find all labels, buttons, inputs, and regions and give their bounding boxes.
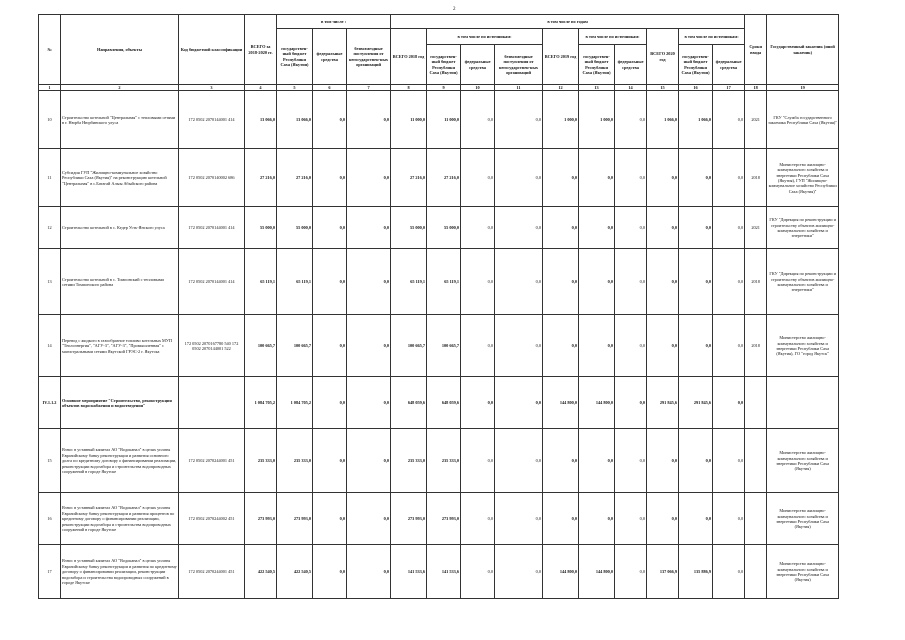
cell-name: Взнос в уставный капитал АО "Водоканал" в целях уплаты Евразийскому банку реконструкции и развития по кредитному договору о финансировании реализации, реконструкции водозабора и строительства водопроводных сооружений в городе Якутске: [61, 545, 179, 599]
cell-f20: 0,0: [713, 315, 745, 377]
cell-no: 10: [39, 91, 61, 149]
cell-f18: 0,0: [461, 149, 495, 207]
cell-customer: Министерство жилищно-коммунального хозяйства и энергетики Республики Саха (Якутия): [767, 493, 839, 545]
index-cell: 6: [313, 85, 347, 91]
cell-f19: 0,0: [615, 377, 647, 429]
header-2019-fed: федеральные средства: [615, 45, 647, 85]
cell-g19: 0,0: [579, 315, 615, 377]
cell-total: 65 119,1: [245, 249, 277, 315]
cell-no: 11: [39, 149, 61, 207]
cell-t20: 137 066,9: [647, 545, 679, 599]
header-group-by-year: в том числе по годам: [391, 15, 745, 29]
cell-nb: 0,0: [347, 377, 391, 429]
cell-g19: 1 000,0: [579, 91, 615, 149]
cell-code: 172 0502 2070144001 414: [179, 249, 245, 315]
cell-no: 14: [39, 315, 61, 377]
cell-total: 273 993,0: [245, 493, 277, 545]
cell-g20: 1 066,0: [679, 91, 713, 149]
index-cell: 3: [179, 85, 245, 91]
cell-t19: 0,0: [543, 207, 579, 249]
index-cell: 4: [245, 85, 277, 91]
header-2018-nonbudget: безвозмездные поступления от негосударствен-ных организаций: [495, 45, 543, 85]
table-row: [39, 207, 839, 249]
cell-f20: 0,0: [713, 545, 745, 599]
cell-customer: Министерство жилищно-коммунального хозяйства и энергетики Республики Саха (Якутия), ГУП "Жилищно-коммунальное хозяйство Республики Саха (Якутия)": [767, 149, 839, 207]
header-no: №: [39, 15, 61, 85]
cell-t19: 1 000,0: [543, 91, 579, 149]
cell-f18: 0,0: [461, 207, 495, 249]
header-2018-gov: государствен-ный бюджет Республики Саха (Якутия): [427, 45, 461, 85]
cell-g18: 648 059,6: [427, 377, 461, 429]
cell-customer: Министерство жилищно-коммунального хозяйства и энергетики Республики Саха (Якутия): [767, 429, 839, 493]
index-cell: 7: [347, 85, 391, 91]
cell-g19: 144 800,0: [579, 545, 615, 599]
cell-fed: 0,0: [313, 249, 347, 315]
cell-t20: 0,0: [647, 249, 679, 315]
cell-f18: 0,0: [461, 545, 495, 599]
cell-code: 172 0502 2070244002 451: [179, 493, 245, 545]
cell-f19: 0,0: [615, 249, 647, 315]
index-cell: 1: [39, 85, 61, 91]
cell-total: 27 216,0: [245, 149, 277, 207]
cell-deadline: 2021: [745, 91, 767, 149]
index-cell: 18: [745, 85, 767, 91]
header-total-2018: ВСЕГО 2018 год: [391, 29, 427, 85]
cell-f18: 0,0: [461, 429, 495, 493]
cell-fed: 0,0: [313, 429, 347, 493]
cell-f19: 0,0: [615, 493, 647, 545]
cell-nb: 0,0: [347, 249, 391, 315]
cell-t18: 648 059,6: [391, 377, 427, 429]
index-cell: 15: [647, 85, 679, 91]
cell-g19: 0,0: [579, 149, 615, 207]
table-row: [39, 91, 839, 149]
table-body: [39, 91, 839, 599]
header-2019-gov: государствен-ный бюджет Республики Саха (Якутия): [579, 45, 615, 85]
cell-t20: 0,0: [647, 207, 679, 249]
header-incl-2019: в том числе по источникам:: [579, 29, 647, 45]
cell-total: 55 000,0: [245, 207, 277, 249]
cell-f20: 0,0: [713, 249, 745, 315]
cell-f20: 0,0: [713, 149, 745, 207]
cell-t19: 0,0: [543, 315, 579, 377]
header-2020-gov: государствен-ный бюджет Республики Саха (Якутия): [679, 45, 713, 85]
cell-f20: 0,0: [713, 91, 745, 149]
cell-gov: 273 993,0: [277, 493, 313, 545]
cell-no: 17: [39, 545, 61, 599]
cell-deadline: [745, 493, 767, 545]
cell-f19: 0,0: [615, 429, 647, 493]
table-row: [39, 377, 839, 429]
cell-f18: 0,0: [461, 377, 495, 429]
cell-fed: 0,0: [313, 493, 347, 545]
header-2018-fed: федеральные средства: [461, 45, 495, 85]
cell-no: IV.1.1.2: [39, 377, 61, 429]
table-row: [39, 493, 839, 545]
cell-n18: 0,0: [495, 429, 543, 493]
cell-t18: 65 119,1: [391, 249, 427, 315]
cell-fed: 0,0: [313, 207, 347, 249]
cell-fed: 0,0: [313, 377, 347, 429]
cell-n18: 0,0: [495, 249, 543, 315]
cell-g18: 55 000,0: [427, 207, 461, 249]
cell-gov: 13 066,0: [277, 91, 313, 149]
cell-t18: 273 993,0: [391, 493, 427, 545]
cell-total: 13 066,0: [245, 91, 277, 149]
index-cell: 11: [495, 85, 543, 91]
cell-no: 13: [39, 249, 61, 315]
cell-g18: 65 119,1: [427, 249, 461, 315]
cell-f19: 0,0: [615, 149, 647, 207]
cell-nb: 0,0: [347, 207, 391, 249]
cell-fed: 0,0: [313, 545, 347, 599]
cell-g18: 27 216,0: [427, 149, 461, 207]
header-incl-2018: в том числе по источникам:: [427, 29, 543, 45]
table-row: [39, 545, 839, 599]
table-row: [39, 249, 839, 315]
cell-f19: 0,0: [615, 91, 647, 149]
header-group-incl: в том числе :: [277, 15, 391, 29]
cell-total: 1 084 705,2: [245, 377, 277, 429]
cell-g20: 0,0: [679, 207, 713, 249]
cell-customer: ГКУ "Дирекция по реконструкции и строительству объектов жилищно-коммунального хозяйства и энергетики": [767, 249, 839, 315]
cell-g20: 0,0: [679, 315, 713, 377]
cell-t19: 0,0: [543, 149, 579, 207]
cell-t19: 144 800,0: [543, 545, 579, 599]
cell-deadline: 2021: [745, 207, 767, 249]
cell-customer: Министерство жилищно-коммунального хозяйства и энергетики Республики Саха (Якутия): [767, 545, 839, 599]
cell-n18: 0,0: [495, 315, 543, 377]
cell-name: Строительство котельной в с. Кедер Усть-Янского улуса: [61, 207, 179, 249]
cell-deadline: 2018: [745, 315, 767, 377]
cell-g19: 0,0: [579, 493, 615, 545]
cell-deadline: [745, 429, 767, 493]
cell-deadline: [745, 377, 767, 429]
cell-n18: 0,0: [495, 207, 543, 249]
index-cell: 14: [615, 85, 647, 91]
cell-f19: 0,0: [615, 207, 647, 249]
cell-code: 172 0502 2070140002 686: [179, 149, 245, 207]
cell-nb: 0,0: [347, 315, 391, 377]
cell-gov: 65 119,1: [277, 249, 313, 315]
cell-g18: 100 665,7: [427, 315, 461, 377]
cell-t19: 144 800,0: [543, 377, 579, 429]
cell-total: 422 540,5: [245, 545, 277, 599]
cell-code: 172 0502 2070167780 540 172 0502 2070144001 522: [179, 315, 245, 377]
cell-g20: 0,0: [679, 249, 713, 315]
index-cell: 16: [679, 85, 713, 91]
cell-nb: 0,0: [347, 545, 391, 599]
cell-n18: 0,0: [495, 377, 543, 429]
cell-f19: 0,0: [615, 545, 647, 599]
cell-customer: ГКУ "Служба государственного заказчика Республики Саха (Якутия)": [767, 91, 839, 149]
cell-t20: 291 845,6: [647, 377, 679, 429]
cell-nb: 0,0: [347, 493, 391, 545]
cell-total: 100 665,7: [245, 315, 277, 377]
budget-table: [38, 14, 839, 599]
cell-g20: 0,0: [679, 429, 713, 493]
cell-gov: 55 000,0: [277, 207, 313, 249]
cell-t18: 55 000,0: [391, 207, 427, 249]
cell-customer: ГКУ "Дирекция по реконструкции и строительству объектов жилищно-коммунального хозяйства и энергетики": [767, 207, 839, 249]
cell-t20: 0,0: [647, 493, 679, 545]
cell-nb: 0,0: [347, 91, 391, 149]
cell-no: 12: [39, 207, 61, 249]
cell-f20: 0,0: [713, 429, 745, 493]
cell-gov: 1 084 705,2: [277, 377, 313, 429]
cell-f20: 0,0: [713, 493, 745, 545]
header-fed-funds: федеральные средства: [313, 29, 347, 85]
cell-deadline: 2018: [745, 149, 767, 207]
table-row: [39, 149, 839, 207]
cell-code: 172 0502 2070244001 451: [179, 545, 245, 599]
cell-nb: 0,0: [347, 429, 391, 493]
cell-name: Взнос в уставный капитал АО "Водоканал" в целях уплаты Евразийскому банку реконструкции и развития процентов по кредитному договору о финансировании реализации, реконструкции водозабора и строительства водопроводных сооружений в городе Якутске: [61, 493, 179, 545]
index-cell: 10: [461, 85, 495, 91]
cell-deadline: [745, 545, 767, 599]
cell-g20: 0,0: [679, 149, 713, 207]
cell-g19: 0,0: [579, 249, 615, 315]
cell-name: Основное мероприятие "Строительство, реконструкция объектов водоснабжения и водоотведения": [61, 377, 179, 429]
index-cell: 19: [767, 85, 839, 91]
cell-g18: 11 000,0: [427, 91, 461, 149]
index-cell: 2: [61, 85, 179, 91]
header-2020-fed: федеральные средства: [713, 45, 745, 85]
cell-f19: 0,0: [615, 315, 647, 377]
cell-t18: 141 533,6: [391, 545, 427, 599]
cell-t20: 1 066,0: [647, 91, 679, 149]
cell-t18: 100 665,7: [391, 315, 427, 377]
cell-n18: 0,0: [495, 545, 543, 599]
cell-g19: 144 800,0: [579, 377, 615, 429]
index-cell: 13: [579, 85, 615, 91]
header-total-2020: ВСЕГО 2020 год: [647, 29, 679, 85]
table-row: [39, 429, 839, 493]
cell-deadline: 2018: [745, 249, 767, 315]
cell-f18: 0,0: [461, 91, 495, 149]
cell-name: Строительство котельной "Центральная" с тепловыми сетями в г. Нюрба Нюрбинского улуса: [61, 91, 179, 149]
cell-total: 235 333,0: [245, 429, 277, 493]
cell-gov: 235 333,0: [277, 429, 313, 493]
cell-g18: 273 993,0: [427, 493, 461, 545]
cell-name: Перевод с жидкого в газообразное топливо котельных МУП "Теплоэнергия", "АГУ-3", "АГУ-3", "Промышленная" с магистральными сетями Якутской ГРЭС-2 г. Якутска: [61, 315, 179, 377]
cell-t18: 235 333,0: [391, 429, 427, 493]
header-incl-2020: в том числе по источникам:: [679, 29, 745, 45]
table-row: [39, 315, 839, 377]
page-top-mark: 2: [453, 7, 456, 12]
cell-g18: 235 333,0: [427, 429, 461, 493]
cell-g20: 135 886,9: [679, 545, 713, 599]
cell-t19: 0,0: [543, 493, 579, 545]
cell-t20: 0,0: [647, 149, 679, 207]
cell-t18: 11 000,0: [391, 91, 427, 149]
header-code: Код бюджетной классификации: [179, 15, 245, 85]
cell-no: 16: [39, 493, 61, 545]
cell-code: [179, 377, 245, 429]
cell-name: Субсидия ГУП "Жилищно-коммунальное хозяйство Республики Саха (Якутия)" на реконструкцию котельной "Центральная" в с.Батагай Алыы Абыйского района: [61, 149, 179, 207]
cell-f20: 0,0: [713, 207, 745, 249]
cell-f18: 0,0: [461, 493, 495, 545]
cell-fed: 0,0: [313, 315, 347, 377]
cell-name: Строительство котельной в с. Томпонский с тепловыми сетями Томпонского района: [61, 249, 179, 315]
cell-g19: 0,0: [579, 429, 615, 493]
index-cell: 5: [277, 85, 313, 91]
index-cell: 17: [713, 85, 745, 91]
budget-table-page: [38, 14, 838, 599]
cell-g20: 0,0: [679, 493, 713, 545]
header-deadline: Сроки ввода: [745, 15, 767, 85]
header-total: ВСЕГО за 2018-2020 гг.: [245, 15, 277, 85]
cell-n18: 0,0: [495, 149, 543, 207]
header-nonbudget: безвозмездные поступления от негосударствен-ных организаций: [347, 29, 391, 85]
header-total-2019: ВСЕГО 2019 год: [543, 29, 579, 85]
cell-n18: 0,0: [495, 493, 543, 545]
cell-g19: 0,0: [579, 207, 615, 249]
cell-nb: 0,0: [347, 149, 391, 207]
cell-f18: 0,0: [461, 249, 495, 315]
cell-n18: 0,0: [495, 91, 543, 149]
cell-gov: 100 665,7: [277, 315, 313, 377]
cell-name: Взнос в уставный капитал АО "Водоканал" в целях уплаты Евразийскому банку реконструкции и развития основного долга по кредитному договору о финансировании реализации, реконструкции водозабора и строительства водопроводных сооружений в городе Якутске: [61, 429, 179, 493]
cell-f18: 0,0: [461, 315, 495, 377]
cell-fed: 0,0: [313, 91, 347, 149]
header-name: Направления, объекты: [61, 15, 179, 85]
cell-f20: 0,0: [713, 377, 745, 429]
cell-t19: 0,0: [543, 249, 579, 315]
cell-t20: 0,0: [647, 315, 679, 377]
cell-code: 172 0502 2070144001 414: [179, 207, 245, 249]
cell-g18: 141 533,6: [427, 545, 461, 599]
cell-customer: Министерство жилищно-коммунального хозяйства и энергетики Республики Саха (Якутия), ГО "город Якутск": [767, 315, 839, 377]
index-cell: 9: [427, 85, 461, 91]
cell-gov: 422 540,5: [277, 545, 313, 599]
cell-g20: 291 845,6: [679, 377, 713, 429]
index-cell: 12: [543, 85, 579, 91]
cell-code: 172 0502 2070144001 414: [179, 91, 245, 149]
header-gov-budget: государствен-ный бюджет Республики Саха (Якутия): [277, 29, 313, 85]
cell-t20: 0,0: [647, 429, 679, 493]
header-customer: Государственный заказчик (иной заказчик): [767, 15, 839, 85]
index-cell: 8: [391, 85, 427, 91]
cell-no: 15: [39, 429, 61, 493]
cell-gov: 27 216,0: [277, 149, 313, 207]
cell-fed: 0,0: [313, 149, 347, 207]
cell-code: 172 0502 2070244001 451: [179, 429, 245, 493]
cell-t19: 0,0: [543, 429, 579, 493]
cell-customer: [767, 377, 839, 429]
cell-t18: 27 216,0: [391, 149, 427, 207]
